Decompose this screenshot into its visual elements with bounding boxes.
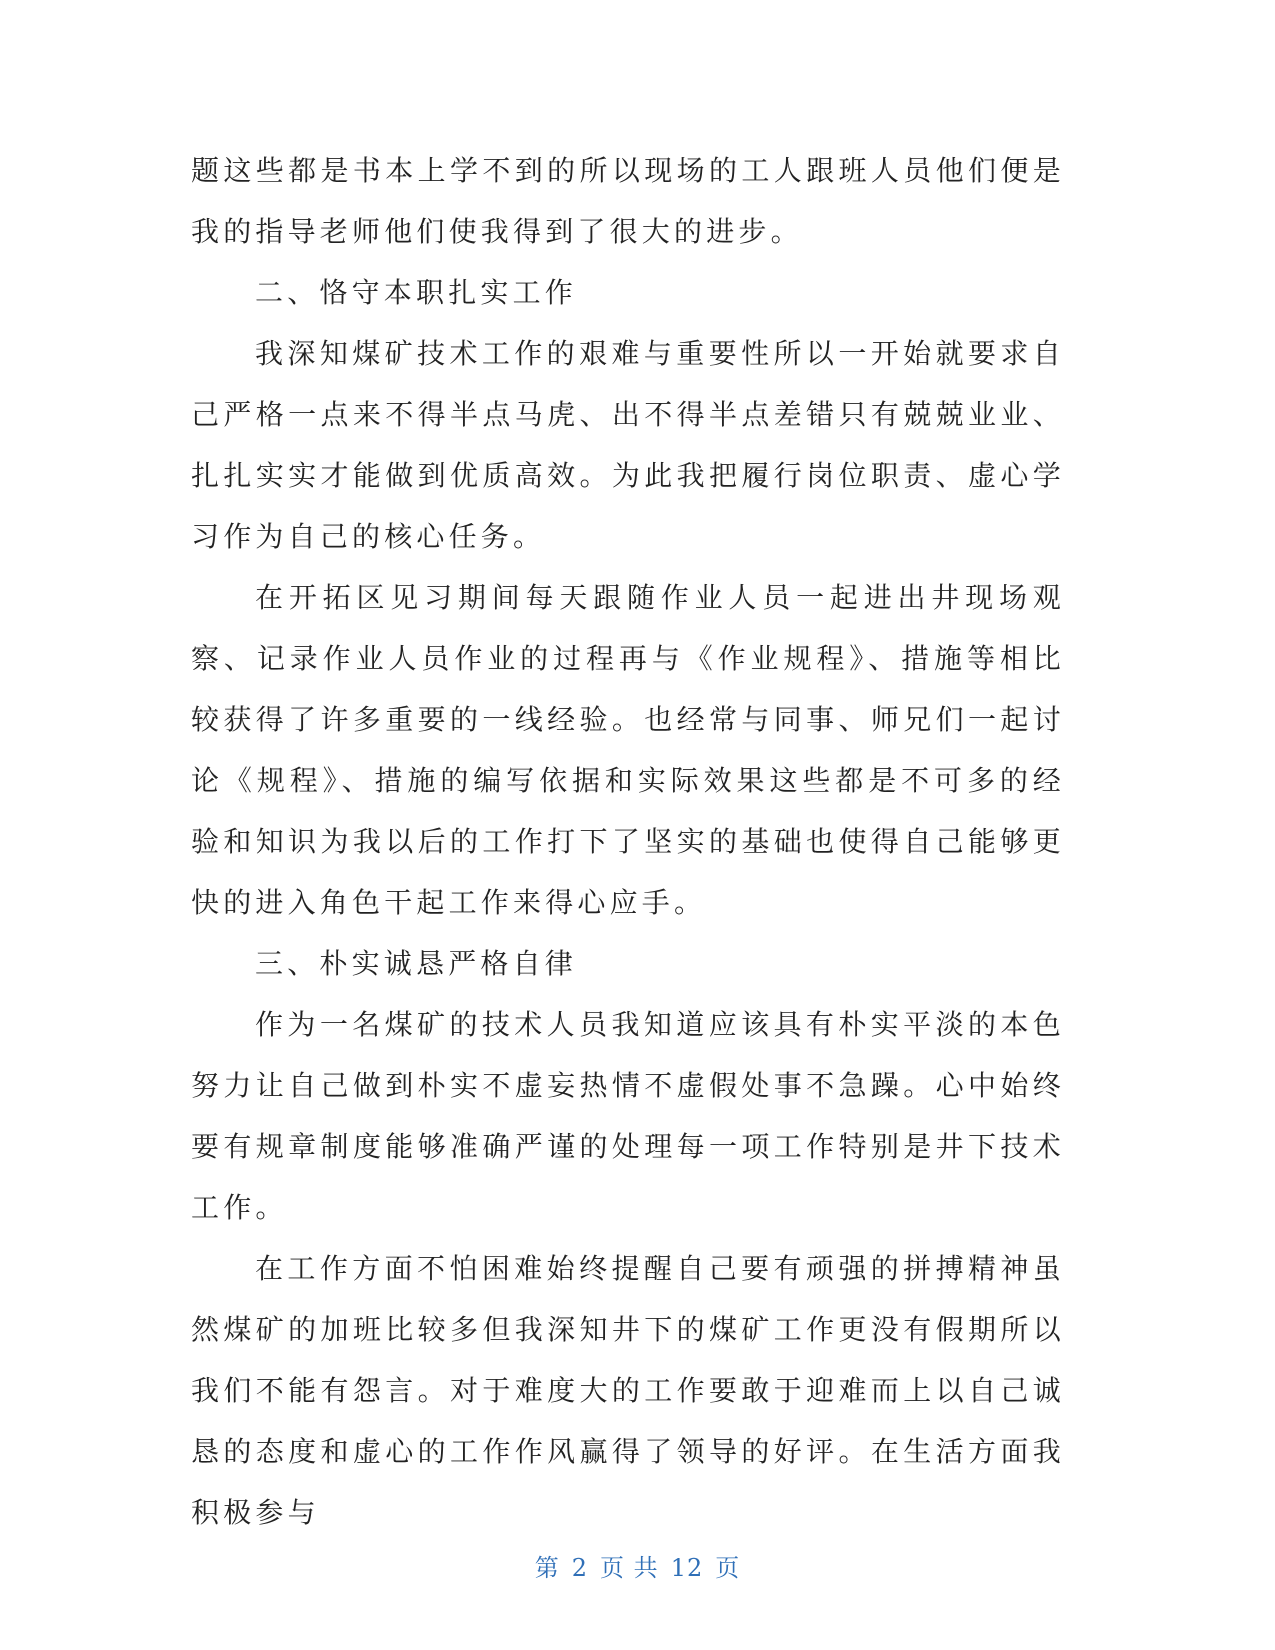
page-footer <box>0 1548 1275 1583</box>
footer-suffix: 页 <box>715 1554 741 1582</box>
footer-middle: 页 共 <box>600 1554 659 1582</box>
document-body <box>191 140 1065 1543</box>
footer-prefix: 第 <box>534 1554 560 1582</box>
section-heading-2: 二、恪守本职扎实工作 <box>255 276 578 309</box>
paragraph: 作为一名煤矿的技术人员我知道应该具有朴实平淡的本色努力让自己做到朴实不虚妄热情不虚假处事不急躁。心中始终要有规章制度能够准确严谨的处理每一项工作特别是井下技术工作。 <box>191 1008 1065 1224</box>
paragraph: 在工作方面不怕困难始终提醒自己要有顽强的拼搏精神虽然煤矿的加班比较多但我深知井下的煤矿工作更没有假期所以我们不能有怨言。对于难度大的工作要敢于迎难而上以自己诚恳的态度和虚心的工作作风赢得了领导的好评。在生活方面我积极参与 <box>191 1252 1065 1529</box>
section-heading-3: 三、朴实诚恳严格自律 <box>255 947 578 980</box>
footer-current-page: 2 <box>571 1554 589 1582</box>
paragraph: 在开拓区见习期间每天跟随作业人员一起进出井现场观察、记录作业人员作业的过程再与《作业规程》、措施等相比较获得了许多重要的一线经验。也经常与同事、师兄们一起讨论《规程》、措施的编写依据和实际效果这些都是不可多的经验和知识为我以后的工作打下了坚实的基础也使得自己能够更快的进入角色干起工作来得心应手。 <box>191 581 1065 919</box>
footer-total-pages: 12 <box>670 1554 704 1582</box>
paragraph-continued: 题这些都是书本上学不到的所以现场的工人跟班人员他们便是我的指导老师他们使我得到了很大的进步。 <box>191 154 1065 248</box>
paragraph: 我深知煤矿技术工作的艰难与重要性所以一开始就要求自己严格一点来不得半点马虎、出不得半点差错只有兢兢业业、扎扎实实才能做到优质高效。为此我把履行岗位职责、虚心学习作为自己的核心任务。 <box>191 337 1065 553</box>
